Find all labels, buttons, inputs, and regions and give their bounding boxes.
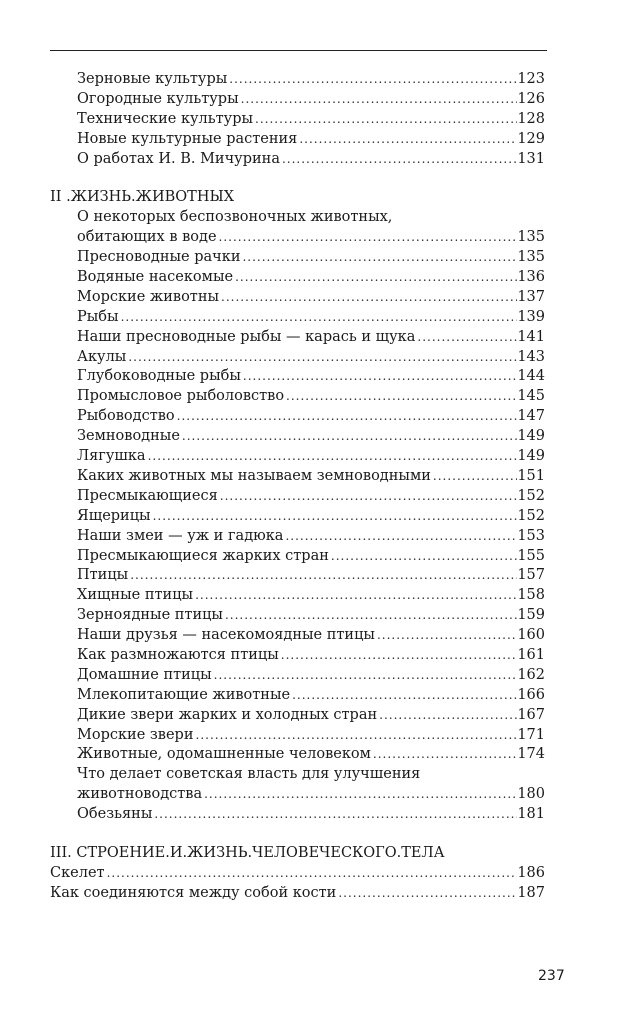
dot-leader bbox=[175, 407, 518, 427]
toc-entry-page: 186 bbox=[517, 864, 545, 881]
dot-leader bbox=[223, 606, 517, 626]
section-gap bbox=[0, 169, 621, 188]
toc-entry-title: обитающих в воде bbox=[77, 229, 217, 246]
toc-entry-page: 141 bbox=[517, 328, 545, 345]
toc-entry-page: 139 bbox=[517, 308, 545, 325]
toc-entry-title: Огородные культуры bbox=[77, 90, 239, 107]
toc-entry-page: 159 bbox=[517, 607, 545, 624]
dot-leader bbox=[329, 547, 517, 567]
toc-entry bbox=[77, 328, 545, 348]
toc-entry-title: Скелет bbox=[50, 864, 105, 881]
toc-entry bbox=[77, 566, 545, 586]
dot-leader bbox=[146, 447, 518, 467]
dot-leader bbox=[119, 308, 518, 328]
toc-entry bbox=[77, 90, 545, 110]
toc-entry-title: Новые культурные растения bbox=[77, 130, 298, 147]
toc-entry-page: 157 bbox=[517, 567, 545, 584]
toc-entry bbox=[50, 864, 545, 884]
toc-entry-page: 160 bbox=[517, 627, 545, 644]
toc-entry-title: Хищные птицы bbox=[77, 587, 194, 604]
toc-entry-page: 161 bbox=[517, 646, 545, 663]
toc-entry-page: 174 bbox=[517, 746, 545, 763]
toc-entry bbox=[77, 547, 545, 567]
toc-entry bbox=[77, 130, 545, 150]
toc-entry-title: Обезьяны bbox=[77, 806, 153, 823]
toc-entry bbox=[77, 110, 545, 130]
toc-entry bbox=[77, 527, 545, 547]
table-of-contents bbox=[0, 70, 621, 904]
toc-entry bbox=[77, 666, 545, 686]
toc-entry bbox=[77, 626, 545, 646]
dot-leader bbox=[219, 288, 517, 308]
dot-leader bbox=[375, 626, 517, 646]
toc-entry-title: Домашние птицы bbox=[77, 666, 212, 683]
dot-leader bbox=[283, 527, 517, 547]
toc-entry bbox=[77, 745, 545, 765]
toc-entry-title: Водяные насекомые bbox=[77, 269, 234, 286]
dot-leader bbox=[193, 586, 517, 606]
toc-entry-page: 144 bbox=[517, 368, 545, 385]
toc-entry-title: Наши змеи — уж и гадюка bbox=[77, 527, 284, 544]
toc-entry bbox=[77, 268, 545, 288]
toc-entry-page: 129 bbox=[517, 130, 545, 147]
toc-entry bbox=[77, 487, 545, 507]
dot-leader bbox=[297, 130, 517, 150]
section-2-entries bbox=[0, 248, 621, 765]
toc-entry-page: 135 bbox=[517, 229, 545, 246]
toc-entry-title: Морские звери bbox=[77, 726, 194, 743]
section-1-entries bbox=[0, 70, 621, 169]
dot-leader bbox=[239, 90, 518, 110]
toc-entry-page: 162 bbox=[517, 666, 545, 683]
toc-entry bbox=[77, 348, 545, 368]
toc-entry-title: Ящерицы bbox=[77, 507, 151, 524]
toc-entry bbox=[77, 646, 545, 666]
toc-entry bbox=[77, 367, 545, 387]
toc-entry bbox=[77, 467, 545, 487]
toc-entry-title: Пресноводные рачки bbox=[77, 249, 241, 266]
toc-entry-page: 137 bbox=[517, 288, 545, 305]
toc-entry-title: Птицы bbox=[77, 567, 129, 584]
toc-entry bbox=[77, 288, 545, 308]
toc-entry-line: Что делает советская власть для улучшения bbox=[77, 766, 421, 783]
toc-entry bbox=[77, 427, 545, 447]
toc-entry-page: 171 bbox=[517, 726, 545, 743]
toc-entry-page: 151 bbox=[517, 467, 545, 484]
toc-entry-page: 149 bbox=[517, 428, 545, 445]
dot-leader bbox=[151, 507, 518, 527]
dot-leader bbox=[152, 805, 517, 825]
toc-entry bbox=[77, 606, 545, 626]
toc-entry bbox=[77, 805, 545, 825]
toc-entry-title: Промысловое рыболовство bbox=[77, 388, 285, 405]
toc-entry-title: Акулы bbox=[77, 348, 127, 365]
toc-entry bbox=[77, 706, 545, 726]
toc-entry bbox=[77, 387, 545, 407]
dot-leader bbox=[240, 248, 517, 268]
toc-entry-page: 153 bbox=[517, 527, 545, 544]
toc-entry-title: Как соединяются между собой кости bbox=[50, 884, 337, 901]
toc-entry-title: Животные, одомашненные человеком bbox=[77, 746, 371, 763]
dot-leader bbox=[336, 884, 517, 904]
toc-entry-title: Зерноядные птицы bbox=[77, 607, 223, 624]
toc-entry-line: О некоторых беспозвоночных животных, bbox=[77, 209, 393, 226]
section-heading-human-body: III. СТРОЕНИЕ.И.ЖИЗНЬ.ЧЕЛОВЕЧЕСКОГО.ТЕЛА bbox=[50, 844, 445, 861]
dot-leader bbox=[280, 150, 517, 170]
toc-entry-title: Дикие звери жарких и холодных стран bbox=[77, 706, 378, 723]
dot-leader bbox=[180, 427, 517, 447]
toc-entry-title: Морские животны bbox=[77, 288, 220, 305]
toc-entry-page: 187 bbox=[517, 884, 545, 901]
dot-leader bbox=[212, 666, 518, 686]
toc-entry-title: Лягушка bbox=[77, 448, 146, 465]
toc-entry bbox=[77, 70, 545, 90]
toc-entry-page: 131 bbox=[517, 150, 545, 167]
toc-entry-page: 136 bbox=[517, 269, 545, 286]
toc-entry-page: 149 bbox=[517, 448, 545, 465]
toc-entry bbox=[50, 884, 545, 904]
dot-leader bbox=[290, 686, 517, 706]
toc-entry-title: Глубоководные рыбы bbox=[77, 368, 241, 385]
toc-entry-page: 155 bbox=[517, 547, 545, 564]
toc-entry-title: Млекопитающие животные bbox=[77, 686, 291, 703]
dot-leader bbox=[371, 745, 517, 765]
toc-entry-page: 167 bbox=[517, 706, 545, 723]
toc-entry-page: 147 bbox=[517, 408, 545, 425]
toc-entry-page: 128 bbox=[517, 110, 545, 127]
toc-entry-title: Рыбоводство bbox=[77, 408, 175, 425]
dot-leader bbox=[279, 646, 518, 666]
dot-leader bbox=[105, 864, 518, 884]
toc-entry-title: Наши пресноводные рыбы — карась и щука bbox=[77, 328, 416, 345]
toc-entry bbox=[77, 248, 545, 268]
toc-entry bbox=[77, 308, 545, 328]
toc-entry-title: Наши друзья — насекомоядные птицы bbox=[77, 627, 375, 644]
toc-entry-title: Технические культуры bbox=[77, 110, 254, 127]
dot-leader bbox=[377, 706, 517, 726]
dot-leader bbox=[217, 228, 518, 248]
dot-leader bbox=[431, 467, 517, 487]
toc-entry-wrapped bbox=[77, 765, 545, 805]
toc-entry-page: 180 bbox=[517, 786, 545, 803]
toc-entry-title: Зерновые культуры bbox=[77, 71, 228, 87]
top-rule bbox=[50, 50, 547, 51]
toc-entry-page: 181 bbox=[517, 806, 545, 823]
toc-entry-page: 123 bbox=[517, 71, 545, 87]
toc-entry-title: Каких животных мы называем земноводными bbox=[77, 467, 431, 484]
toc-entry bbox=[77, 507, 545, 527]
toc-entry bbox=[77, 150, 545, 170]
toc-entry-title: животноводства bbox=[77, 786, 203, 803]
section-gap bbox=[0, 825, 621, 844]
toc-entry-wrapped bbox=[77, 208, 545, 248]
toc-entry-page: 166 bbox=[517, 686, 545, 703]
toc-entry-title: Земноводные bbox=[77, 428, 180, 445]
page-number: 237 bbox=[538, 968, 565, 984]
dot-leader bbox=[241, 367, 517, 387]
toc-entry-page: 158 bbox=[517, 587, 545, 604]
section-3-entries bbox=[0, 864, 621, 904]
toc-entry bbox=[77, 447, 545, 467]
toc-entry-title: О работах И. В. Мичурина bbox=[77, 150, 280, 167]
section-heading-animals: II .ЖИЗНЬ.ЖИВОТНЫХ bbox=[50, 189, 235, 206]
toc-entry-title: Рыбы bbox=[77, 308, 119, 325]
dot-leader bbox=[128, 566, 517, 586]
toc-entry-page: 126 bbox=[517, 90, 545, 107]
toc-entry-title: Пресмыкающиеся bbox=[77, 487, 218, 504]
toc-entry-title: Пресмыкающиеся жарких стран bbox=[77, 547, 329, 564]
toc-entry-page: 135 bbox=[517, 249, 545, 266]
toc-entry-title: Как размножаются птицы bbox=[77, 646, 279, 663]
dot-leader bbox=[202, 785, 517, 805]
toc-entry bbox=[77, 407, 545, 427]
toc-entry-page: 152 bbox=[517, 507, 545, 524]
dot-leader bbox=[284, 387, 517, 407]
toc-entry-page: 143 bbox=[517, 348, 545, 365]
dot-leader bbox=[218, 487, 518, 507]
dot-leader bbox=[194, 726, 518, 746]
toc-entry-page: 145 bbox=[517, 388, 545, 405]
dot-leader bbox=[233, 268, 517, 288]
toc-entry bbox=[77, 726, 545, 746]
toc-entry bbox=[77, 586, 545, 606]
dot-leader bbox=[126, 348, 517, 368]
dot-leader bbox=[253, 110, 517, 130]
toc-entry-page: 152 bbox=[517, 487, 545, 504]
dot-leader bbox=[227, 70, 517, 90]
dot-leader bbox=[415, 328, 517, 348]
toc-entry bbox=[77, 686, 545, 706]
